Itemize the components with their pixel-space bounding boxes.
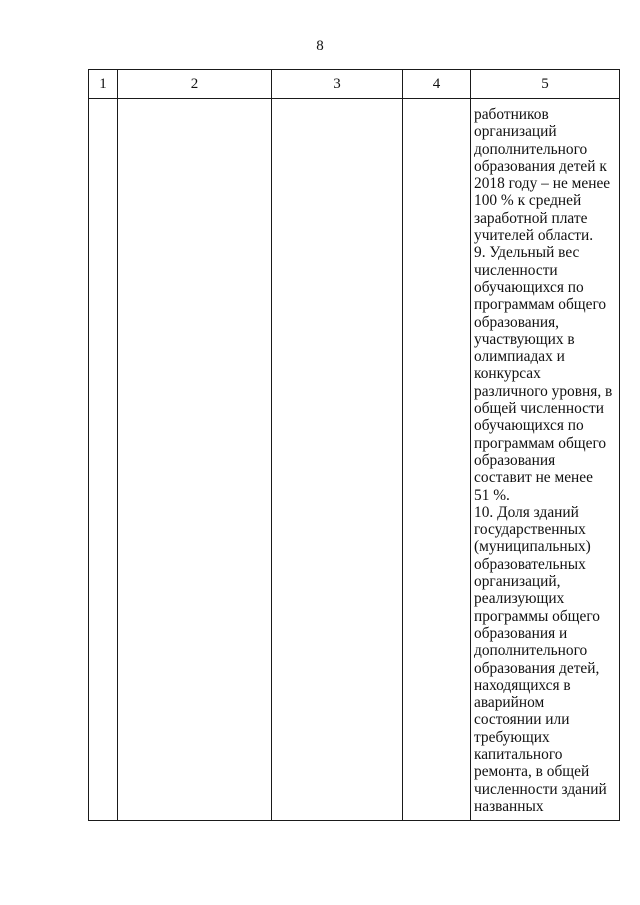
cell-text-col2 bbox=[118, 99, 271, 106]
table-header-row bbox=[89, 70, 620, 99]
column-header-1: 1 bbox=[89, 70, 118, 99]
table-cell-col1 bbox=[89, 99, 118, 821]
cell-text-col5: работников организаций дополнительного образования детей к 2018 году – не менее 100 % к средней заработной плате учителей области. 9. Удельный вес численности обучающихся по программам общего образования, участвующих в олимпиадах и конкурсах различного уровня, в общей численности обучающихся по программам общего образования составит не менее 51 %. 10. Доля зданий государственных (муниципальных) образовательных организаций, реализующих программы общего образования и дополнительного образования детей, находящихся в аварийном состоянии или требующих капитального ремонта, в общей численности зданий названных bbox=[474, 106, 613, 815]
page-number: 8 bbox=[316, 38, 324, 54]
table-body bbox=[89, 99, 620, 821]
column-header-3: 3 bbox=[272, 70, 403, 99]
column-header-5: 5 bbox=[471, 70, 620, 99]
cell-text-col1 bbox=[89, 99, 117, 106]
table-header bbox=[89, 70, 620, 99]
cell-text-col4 bbox=[403, 99, 470, 106]
table-cell-col4 bbox=[403, 99, 471, 821]
column-header-2: 2 bbox=[118, 70, 272, 99]
table-row bbox=[89, 99, 620, 821]
table-cell-col3 bbox=[272, 99, 403, 821]
column-header-4: 4 bbox=[403, 70, 471, 99]
cell-text-col3 bbox=[272, 99, 402, 106]
table-cell-col5 bbox=[471, 99, 620, 821]
table-cell-col2 bbox=[118, 99, 272, 821]
document-table bbox=[88, 69, 620, 821]
